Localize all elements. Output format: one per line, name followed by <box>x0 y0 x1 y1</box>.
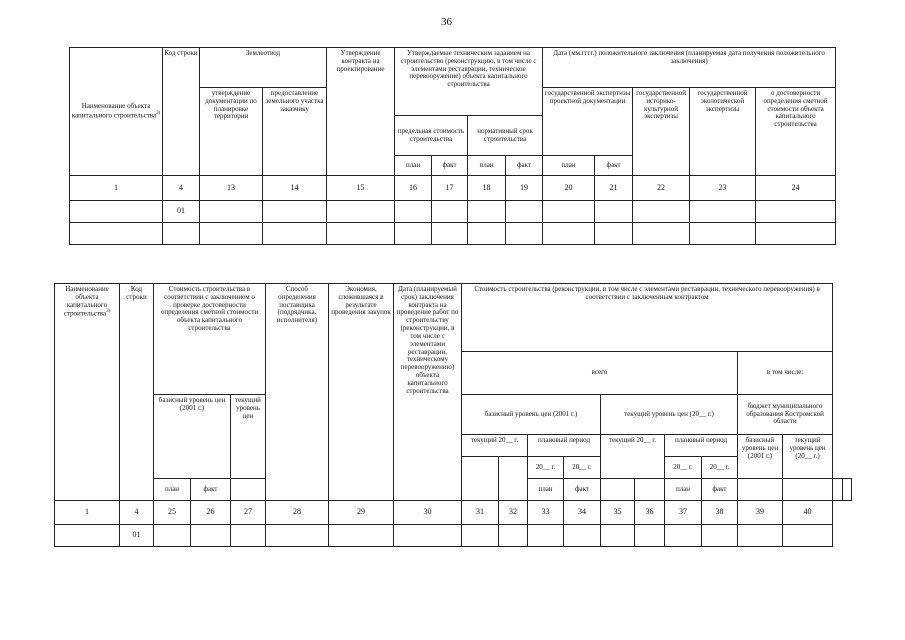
year-label: 20__ г. <box>665 457 702 479</box>
col-header-name <box>70 48 163 176</box>
col-header-including: в том числе: <box>738 352 833 395</box>
year-label: 20__ г. <box>702 457 738 479</box>
col-header-current-price-year: текущий уровень цен (20__ г.) <box>601 395 738 435</box>
column-number: 29 <box>329 501 394 525</box>
column-number: 39 <box>738 501 783 525</box>
col-header-saving: Экономия, сложившаяся в результате проведения закупок <box>329 284 394 501</box>
plan-label: план <box>154 479 191 501</box>
column-number: 22 <box>633 176 690 201</box>
page-number: 36 <box>441 16 452 28</box>
col-header-current-year: текущий 20__ г. <box>601 435 665 479</box>
plan-label: план <box>665 479 702 501</box>
col-header-state-exp: государственной экспертизы проектной документации <box>543 88 633 156</box>
col-header-land-plot: предоставление земельного участка заказчику <box>263 88 327 176</box>
column-number: 37 <box>665 501 702 525</box>
table-row <box>70 201 836 223</box>
fact-label: факт <box>702 479 738 501</box>
plan-label: план <box>395 156 432 176</box>
column-number: 21 <box>595 176 633 201</box>
col-header-term: нормативный срок строительства <box>468 116 543 156</box>
column-number: 32 <box>499 501 528 525</box>
col-header-planned-period: плановый период <box>665 435 738 457</box>
column-number: 17 <box>432 176 468 201</box>
col-header-current-price-year: текущий уровень цен (20__ г.) <box>783 435 833 479</box>
column-number: 26 <box>191 501 231 525</box>
column-number: 28 <box>266 501 329 525</box>
column-numbers-row <box>55 501 852 525</box>
column-number: 14 <box>263 176 327 201</box>
column-number: 25 <box>154 501 191 525</box>
column-number: 27 <box>231 501 266 525</box>
column-number: 30 <box>394 501 462 525</box>
column-number: 4 <box>163 176 200 201</box>
fact-label: факт <box>595 156 633 176</box>
col-header-municipal-budget: бюджет муниципального образования Костромской области <box>738 395 833 435</box>
col-header-contract: Утверждение контракта на проектирование <box>327 48 395 176</box>
col-header-max-cost: предельная стоимость строительства <box>395 116 468 156</box>
fact-label: факт <box>432 156 468 176</box>
col-header-hist-exp: государственной историко-культурной экспертизы <box>633 88 690 176</box>
col-header-code: Код строки <box>163 48 200 176</box>
col-header-name-text: Наименование объекта капитального строительства <box>63 285 109 318</box>
col-header-land-docs: утверждение документации по планировке территории <box>200 88 263 176</box>
col-header-planned-period: плановый период <box>528 435 601 457</box>
col-header-land: Землеотвод <box>200 48 327 88</box>
col-header-current-price: текущий уровень цен <box>231 395 266 479</box>
col-header-name-text: Наименование объекта капитального строительства <box>71 102 157 120</box>
table-row <box>70 223 836 245</box>
col-header-name <box>55 284 120 501</box>
column-number: 23 <box>690 176 756 201</box>
year-label: 20__ г. <box>564 457 601 479</box>
column-number: 13 <box>200 176 263 201</box>
plan-label: план <box>543 156 595 176</box>
fact-label: факт <box>506 156 543 176</box>
column-number: 4 <box>120 501 154 525</box>
col-header-current-year: текущий 20__ г. <box>462 435 528 457</box>
column-number: 33 <box>528 501 564 525</box>
col-header-cost: Стоимость строительства в соответствии с заключением о проверке достоверности определения сметной стоимости объекта капитального строительства <box>154 284 266 395</box>
column-number: 1 <box>55 501 120 525</box>
col-header-eco-exp: государственной экологической экспертизы <box>690 88 756 176</box>
row-code: 01 <box>163 201 200 223</box>
col-header-base-price-2001: базисный уровень цен (2001 г.) <box>738 435 783 479</box>
footnote-mark: 3) <box>156 110 161 116</box>
col-header-base-price: базисный уровень цен (2001 г.) <box>154 395 231 479</box>
column-number: 18 <box>468 176 506 201</box>
column-number: 34 <box>564 501 601 525</box>
column-number: 15 <box>327 176 395 201</box>
column-number: 40 <box>783 501 833 525</box>
column-number: 38 <box>702 501 738 525</box>
column-number: 16 <box>395 176 432 201</box>
column-number: 19 <box>506 176 543 201</box>
column-number: 31 <box>462 501 499 525</box>
table-row <box>55 525 852 547</box>
table-approvals <box>69 47 836 245</box>
column-number: 35 <box>601 501 635 525</box>
year-label: 20__ г. <box>528 457 564 479</box>
col-header-contract-cost: Стоимость строительства (реконструкции, в том числе с элементами реставрации, технического перевооружения) в соответствии с заключенным контрактом <box>462 284 833 352</box>
column-numbers-row <box>70 176 836 201</box>
col-header-contract-date: Дата (планируемый срок) заключения контракта на проведение работ по строительству (реконструкции, в том числе с элементами реставрации, техническому перевооружению) объекта капитального строительства <box>394 284 462 501</box>
col-header-task: Утверждаемые техническим заданием на строительство (реконструкцию, в том числе с элементами реставрации, техническое перевооружение) объекта капитального строительства <box>395 48 543 116</box>
row-code: 01 <box>120 525 154 547</box>
table-construction-cost <box>54 283 852 547</box>
column-number: 36 <box>635 501 665 525</box>
footnote-mark: 3) <box>106 309 111 315</box>
col-header-conclusion: Дата (мм.гггг.) положительного заключения (планируемая дата получения положительного заключения) <box>543 48 836 88</box>
column-number: 1 <box>70 176 163 201</box>
fact-label: факт <box>191 479 231 501</box>
column-number: 24 <box>756 176 836 201</box>
fact-label: факт <box>564 479 601 501</box>
column-number: 20 <box>543 176 595 201</box>
col-header-reliability: о достоверности определения сметной стоимости объекта капитального строительства <box>756 88 836 176</box>
col-header-total: всего <box>462 352 738 395</box>
col-header-base-price-2001: базисный уровень цен (2001 г.) <box>462 395 601 435</box>
col-header-method: Способ определения поставщика (подрядчика, исполнителя) <box>266 284 329 501</box>
plan-label: план <box>528 479 564 501</box>
col-header-code: Код строки <box>120 284 154 501</box>
plan-label: план <box>468 156 506 176</box>
